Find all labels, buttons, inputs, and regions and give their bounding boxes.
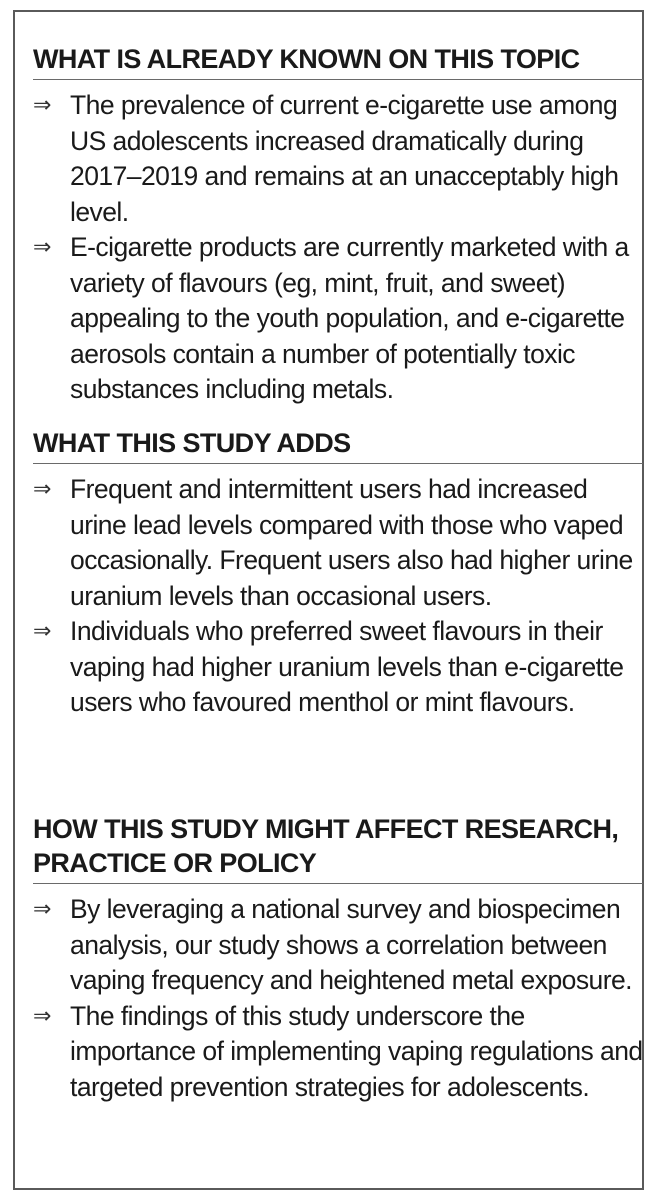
bullet-item [33, 472, 643, 614]
bullet-text: E-cigarette products are currently marketed with a variety of flavours (eg, mint, fruit, and sweet) appealing to the youth population, and e-cigarette aerosols contain a number of potentially toxic substances including metals. [70, 232, 629, 404]
right-double-arrow-icon: ⇒ [33, 619, 51, 644]
section-heading: WHAT THIS STUDY ADDS [33, 426, 643, 464]
bullet-text: Frequent and intermittent users had increased urine lead levels compared with those who vaped occasionally. Frequent users also had higher urine uranium levels than occasional users. [70, 474, 633, 611]
bullet-item [33, 999, 643, 1106]
section-heading: WHAT IS ALREADY KNOWN ON THIS TOPIC [33, 42, 643, 80]
bullet-text: Individuals who preferred sweet flavours in their vaping had higher uranium levels than e-cigarette users who favoured menthol or mint flavours. [70, 616, 624, 717]
bullet-list [33, 472, 643, 721]
bullet-text: The findings of this study underscore the importance of implementing vaping regulations and targeted prevention strategies for adolescents. [70, 1000, 643, 1102]
bullet-item [33, 88, 643, 230]
section-might-affect [33, 812, 643, 1105]
bullet-item [33, 230, 643, 408]
bullet-item [33, 892, 643, 999]
bullet-list [33, 892, 643, 1105]
key-messages-box [13, 10, 644, 1190]
right-double-arrow-icon: ⇒ [33, 1003, 51, 1029]
section-already-known [33, 42, 643, 408]
right-double-arrow-icon: ⇒ [33, 235, 51, 260]
bullet-item [33, 614, 643, 721]
right-double-arrow-icon: ⇒ [33, 93, 51, 118]
right-double-arrow-icon: ⇒ [33, 477, 51, 502]
bullet-text: By leveraging a national survey and biospecimen analysis, our study shows a correlation between vaping frequency and heightened metal exposure. [70, 894, 632, 995]
bullet-list [33, 88, 643, 408]
section-study-adds [33, 426, 643, 721]
bullet-text: The prevalence of current e-cigarette use among US adolescents increased dramatically during 2017–2019 and remains at an unacceptably high level. [70, 90, 619, 227]
section-heading: HOW THIS STUDY MIGHT AFFECT RESEARCH, PRACTICE OR POLICY [33, 812, 643, 884]
right-double-arrow-icon: ⇒ [33, 897, 51, 922]
